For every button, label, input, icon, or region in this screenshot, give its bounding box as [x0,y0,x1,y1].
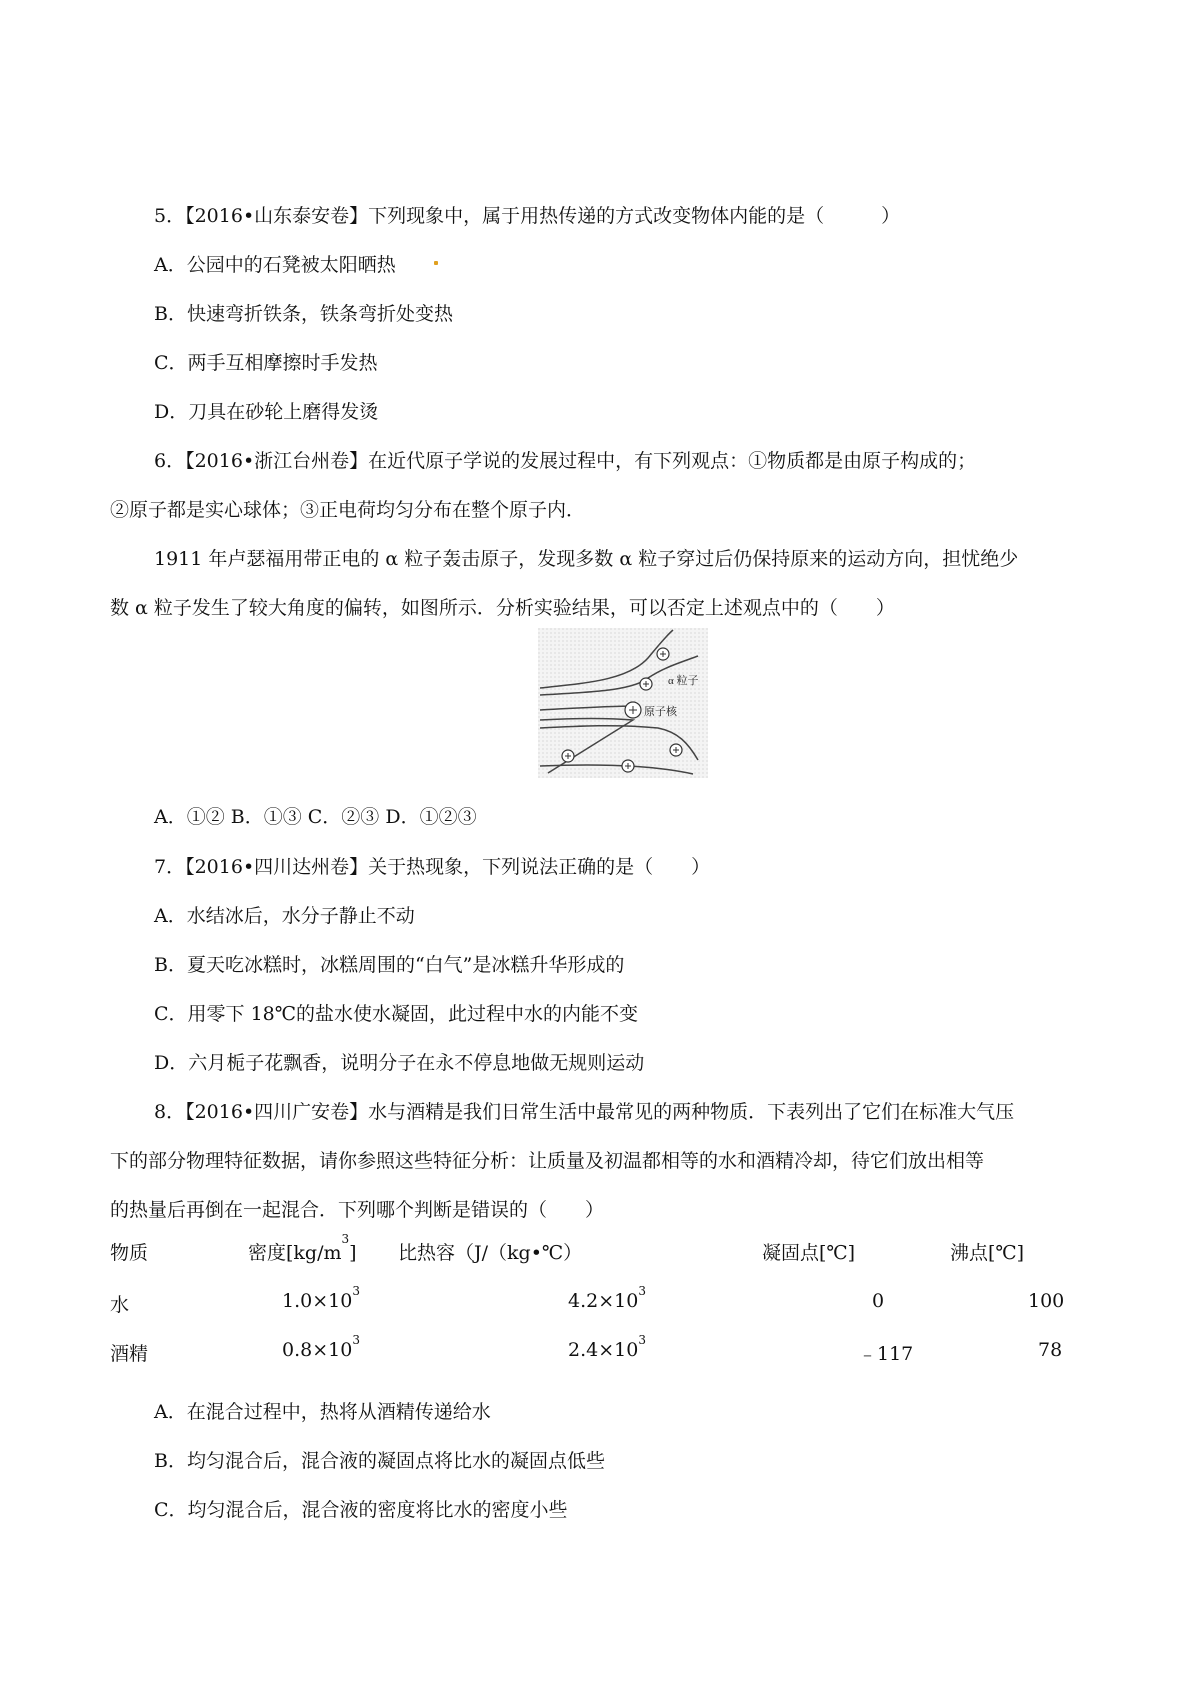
q5-option-d: D．刀具在砂轮上磨得发烫 [154,401,379,423]
alpha-scattering-figure [538,628,708,778]
q8-stem-line2: 下的部分物理特征数据，请你参照这些特征分析：让质量及初温都相等的水和酒精冷却，待它们放出相等 [110,1150,985,1172]
q7-option-a: A．水结冰后，水分子静止不动 [154,905,415,927]
q6-options: A．①② B．①③ C．②③ D．①②③ [154,806,477,828]
row-boiling: 100 [1028,1290,1065,1312]
q6-stem-line2: ②原子都是实心球体；③正电荷均匀分布在整个原子内． [110,499,586,521]
row-heat: $2.4\times 10^3$ [568,1333,646,1361]
header-density: 密度$[kg/m^3]$ [248,1232,357,1264]
row-name: 酒精 [110,1343,149,1365]
header-specific-heat: 比热容（J/（kg•℃） [398,1242,583,1264]
q6-stem-line4: 数 α 粒子发生了较大角度的偏转，如图所示．分析实验结果，可以否定上述观点中的（ ） [110,597,895,619]
q8-option-c: C．均匀混合后，混合液的密度将比水的密度小些 [154,1499,568,1521]
q5-option-a: A．公园中的石凳被太阳晒热 [154,254,396,276]
q8-option-b: B．均匀混合后，混合液的凝固点将比水的凝固点低些 [154,1450,605,1472]
q8-stem-line3: 的热量后再倒在一起混合．下列哪个判断是错误的（ ） [110,1199,605,1221]
row-freezing: ﹣117 [858,1343,914,1365]
table-header-row [110,1232,1100,1264]
q6-stem-line1: 6．【2016•浙江台州卷】在近代原子学说的发展过程中，有下列观点：①物质都是由原子构成的； [154,450,977,472]
q7-option-b: B．夏天吃冰糕时，冰糕周围的“白气”是冰糕升华形成的 [154,954,625,976]
q5-stem: 5．【2016•山东泰安卷】下列现象中，属于用热传递的方式改变物体内能的是（ ） [154,205,901,227]
header-freezing-point: 凝固点[℃] [762,1242,856,1264]
q6-stem-line3: 1911 年卢瑟福用带正电的 α 粒子轰击原子，发现多数 α 粒子穿过后仍保持原来的运动方向，担忧绝少 [154,548,1019,570]
row-freezing: 0 [872,1290,885,1312]
q7-option-d: D．六月栀子花飘香，说明分子在永不停息地做无规则运动 [154,1052,645,1074]
row-density: $0.8\times 10^3$ [282,1333,360,1361]
table-row [110,1284,1100,1316]
row-density: $1.0\times 10^3$ [282,1284,360,1312]
q8-stem-line1: 8．【2016•四川广安卷】水与酒精是我们日常生活中最常见的两种物质．下表列出了它们在标准大气压 [154,1101,1015,1123]
table-row [110,1333,1100,1365]
q5-option-b: B．快速弯折铁条，铁条弯折处变热 [154,303,453,325]
row-boiling: 78 [1038,1339,1063,1361]
figure-label-particle: α 粒子 [668,675,699,687]
q7-option-c: C．用零下 18℃的盐水使水凝固，此过程中水的内能不变 [154,1003,639,1025]
stray-mark [434,261,438,265]
row-heat: $4.2\times 10^3$ [568,1284,646,1312]
figure-label-nucleus: 原子核 [644,706,677,718]
header-boiling-point: 沸点[℃] [950,1242,1025,1264]
q7-stem: 7．【2016•四川达州卷】关于热现象，下列说法正确的是（ ） [154,856,711,878]
row-name: 水 [110,1294,130,1316]
q5-option-c: C．两手互相摩擦时手发热 [154,352,378,374]
q8-option-a: A．在混合过程中，热将从酒精传递给水 [154,1401,491,1423]
header-substance: 物质 [110,1242,149,1264]
